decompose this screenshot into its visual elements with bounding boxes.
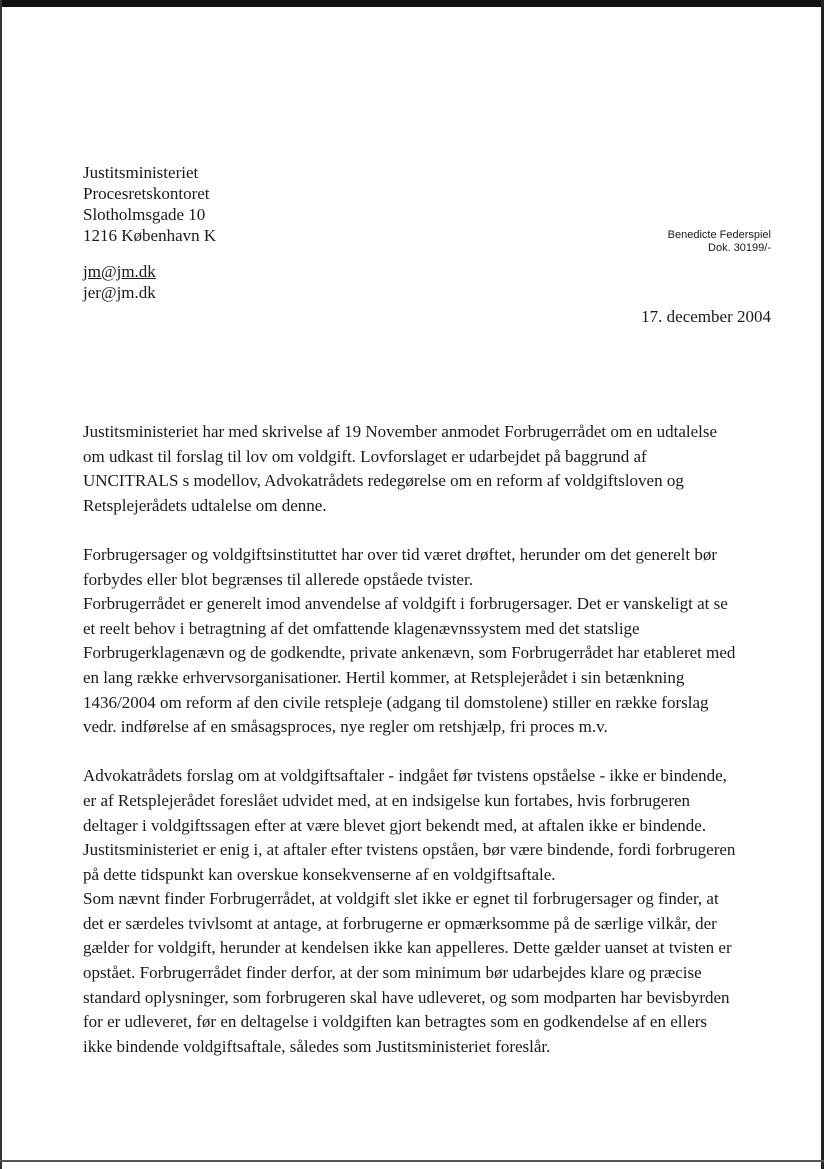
text-line: UNCITRALS s modellov, Advokatrådets redegørelse om en reform af voldgiftsloven og	[83, 471, 684, 491]
recipient-line: Slotholmsgade 10	[83, 205, 206, 224]
text-line: ikke bindende voldgiftsaftale, således som Justitsministeriet foreslår.	[83, 1036, 551, 1056]
letter-date: 17. december 2004	[641, 307, 771, 326]
scan-border-left	[0, 0, 2, 1169]
text-line: Forbrugerklagenævn og de godkendte, private ankenævn, som Forbrugerrådet har etableret med	[83, 643, 736, 663]
paragraph	[83, 764, 783, 1059]
sender-name: Benedicte Federspiel	[667, 229, 771, 241]
text-line: er af Retsplejerådet foreslået udvidet med, at en indsigelse kun fortabes, hvis forbrugeren	[83, 790, 691, 810]
recipient-emails	[83, 261, 156, 303]
text-line: for er udleveret, før en deltagelse i voldgiften kan betragtes som en godkendelse af en ellers	[83, 1012, 708, 1032]
text-line: Justitsministeriet har med skrivelse af 19 November anmodet Forbrugerrådet om en udtalelse	[83, 422, 718, 441]
recipient-line: Procesretskontoret	[83, 184, 210, 203]
text-line: en lang række erhvervsorganisationer. Hertil kommer, at Retsplejerådet i sin betænkning	[83, 667, 685, 687]
text-line: Forbrugersager og voldgiftsinstituttet har over tid været drøftet, herunder om det generelt bør	[83, 544, 718, 564]
text-line: det er særdeles tvivlsomt at antage, at forbrugerne er opmærksomme på de særlige vilkår, der	[83, 913, 717, 933]
recipient-line: 1216 København K	[83, 226, 217, 245]
text-line: gælder for voldgift, herunder at kendelsen ikke kan appelleres. Dette gælder uanset at tvisten er	[83, 938, 732, 958]
paragraph	[83, 543, 783, 740]
text-line: et reelt behov i betragtning af det omfattende klagenævnssystem med det statslige	[83, 618, 640, 638]
recipient-address	[83, 162, 216, 246]
document-reference: Dok. 30199/-	[708, 242, 771, 254]
text-line: Justitsministeriet er enig i, at aftaler efter tvistens opståen, bør være bindende, fordi forbrugeren	[83, 840, 736, 860]
email-link[interactable]: jm@jm.dk	[83, 262, 156, 281]
text-line: Advokatrådets forslag om at voldgiftsaftaler - indgået før tvistens opståelse - ikke er bindende,	[83, 766, 727, 786]
text-line: forbydes eller blot begrænses til allerede opståede tvister.	[83, 569, 473, 589]
text-line: Som nævnt finder Forbrugerrådet, at voldgift slet ikke er egnet til forbrugersager og finder, at	[83, 889, 719, 909]
scan-border-top	[0, 0, 824, 7]
letter-body	[83, 420, 783, 1084]
text-line: vedr. indførelse af en småsagsproces, nye regler om retshjælp, fri proces m.v.	[83, 717, 608, 737]
recipient-line: Justitsministeriet	[83, 163, 199, 182]
text-line: Forbrugerrådet er generelt imod anvendelse af voldgift i forbrugersager. Det er vanskeligt at se	[83, 594, 728, 614]
text-line: om udkast til forslag til lov om voldgift. Lovforslaget er udarbejdet på baggrund af	[83, 446, 647, 466]
text-line: opstået. Forbrugerrådet finder derfor, at der som minimum bør udarbejdes klare og præcise	[83, 963, 702, 983]
text-line: Retsplejerådets udtalelse om denne.	[83, 495, 327, 515]
text-line: på dette tidspunkt kan overskue konsekvenserne af en voldgiftsaftale.	[83, 864, 556, 884]
scan-bottom-line	[0, 1160, 824, 1162]
sender-reference	[668, 229, 771, 255]
text-line: deltager i voldgiftssagen efter at være blevet gjort bekendt med, at aftalen ikke er bindende.	[83, 815, 707, 835]
email-text: jer@jm.dk	[83, 283, 156, 302]
paragraph	[83, 420, 783, 518]
text-line: standard oplysninger, som forbrugeren skal have udleveret, og som modparten har bevisbyrden	[83, 987, 730, 1007]
text-line: 1436/2004 om reform af den civile retspleje (adgang til domstolene) stiller en række forslag	[83, 692, 709, 712]
